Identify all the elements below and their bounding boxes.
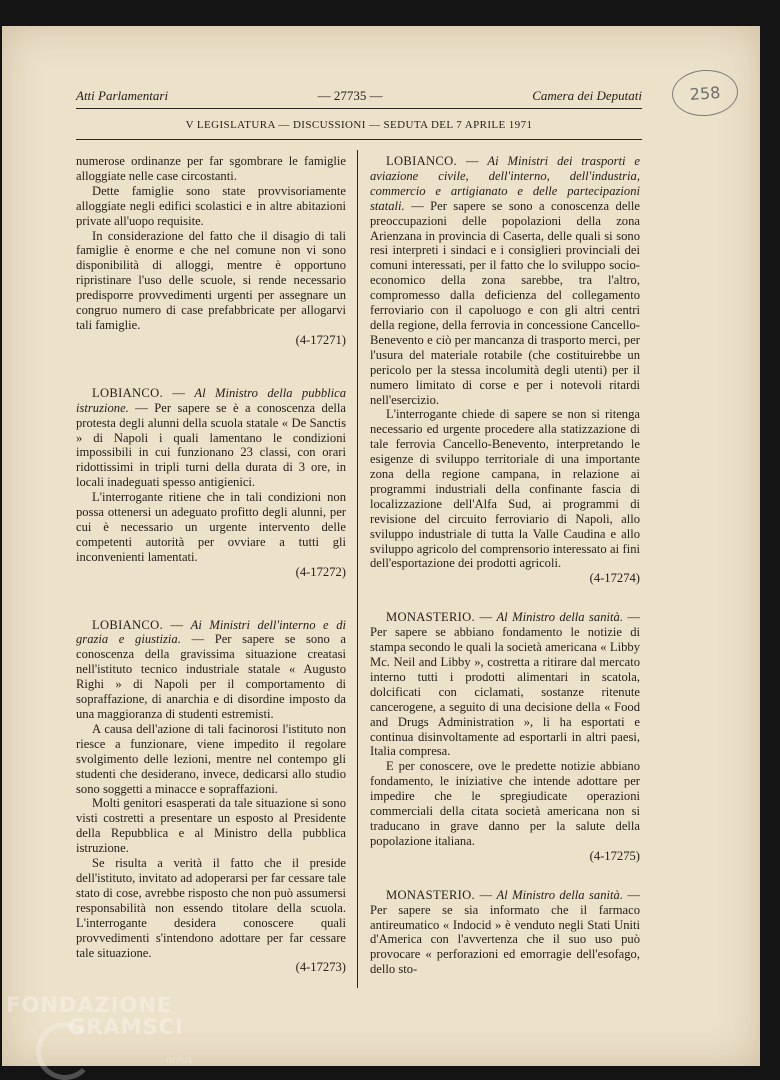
column-divider: [357, 150, 358, 988]
header-left: Atti Parlamentari: [76, 88, 169, 103]
paragraph-intro: LOBIANCO. — Ai Ministri dell'interno e di grazia e giustizia. — Per sapere se sono a conoscenza della gravissima situazione creatasi nell'istituto tecnico industriale statale « Augusto Righi » di Napoli per il comportamento di sopraffazione, di anarchia e di disordine imposto da una maggioranza di studenti estremisti.: [76, 617, 347, 721]
paragraph-text: Per sapere se sono a conoscenza delle preoccupazioni delle popolazioni della zona Arienzana in provincia di Caserta, delle quali si sono resi interpreti i sindaci e i consiglieri provinciali dei comuni interessati, per il fatto che lo sviluppo socio-economico della zona sarebbe, tra l'altro, compromesso dalla deficienza del collegamento ferroviario con il capoluogo e con gli altri centri della regione, della ferrovia in concessione Cancello-Benevento e ciò per mancanza di trasporto merci, per l'usura del materiale rotabile (che costituirebbe un pericolo per la stessa incolumità degli utenti) per il numero limitato di corse e per i notevoli ritardi nell'esercizio.: [370, 198, 640, 407]
interrogation-entry: [370, 610, 640, 863]
addressee: Ai Ministri dei trasporti e aviazione civile, dell'interno, dell'industria, commercio e artigianato e delle partecipazioni statali.: [370, 154, 641, 213]
addressee: Al Ministro della pubblica istruzione.: [76, 385, 347, 415]
interrogation-reference: (4-17271): [295, 332, 346, 347]
deputy-name: MONASTERIO.: [386, 887, 476, 902]
watermark-line1: FONDAZIONE: [6, 993, 173, 1017]
deputy-name: LOBIANCO.: [92, 617, 163, 632]
watermark-line3: onlus: [166, 1055, 193, 1066]
paragraph-intro: MONASTERIO. — Al Ministro della sanità. — Per sapere se abbiano fondamento le notizie di stampa secondo le quali la società americana « Libby Mc. Neil and Libby », costretta a ritirare dal mercato interno tutti i prodotti alimentari in scatola, dolcificati con ciclamati, sostanze ritenute cancerogene, a seguito di una decisione della « Food and Drugs Administration », li ha esportati e continua disinvoltamente ad esportarli in altri paesi, Italia compresa.: [370, 610, 641, 759]
entry-continued: [76, 154, 346, 348]
paragraph: Dette famiglie sono state provvisoriamente alloggiate negli edifici scolastici e in altre abitazioni private all'uopo requisite.: [76, 183, 346, 228]
header-rule-bottom: [76, 139, 642, 140]
paragraph-intro: LOBIANCO. — Ai Ministri dei trasporti e aviazione civile, dell'interno, dell'industria, commercio e artigianato e delle partecipazioni statali. — Per sapere se sono a conoscenza delle preoccupazioni delle popolazioni della zona Arienzana in provincia di Caserta, delle quali si sono resi interpreti i sindaci e i consiglieri provinciali dei comuni interessati, per il fatto che lo sviluppo socio-economico della zona sarebbe, tra l'altro, compromesso dalla deficienza del collegamento ferroviario con il capoluogo e con gli altri centri della regione, della ferrovia in concessione Cancello-Benevento e ciò per mancanza di trasporto merci, per l'usura del materiale rotabile (che costituirebbe un pericolo per la stessa incolumità degli utenti) per il numero limitato di corse e per i notevoli ritardi nell'esercizio.: [370, 154, 641, 407]
deputy-name: MONASTERIO.: [386, 610, 476, 625]
interrogation-entry: [370, 154, 640, 586]
watermark-line2: GRAMSCI: [68, 1015, 184, 1039]
paragraph-text: Per sapere se sia informato che il farmaco antireumatico « Indocid » è venduto negli Stati Uniti d'America con l'avvertenza che il suo uso può provocare « perforazioni ed emorragie dell'esofago, dello sto-: [370, 902, 640, 977]
session-subheader: V LEGISLATURA — DISCUSSIONI — SEDUTA DEL 7 APRILE 1971: [185, 119, 533, 131]
addressee: Ai Ministri dell'interno e di grazia e giustizia.: [76, 617, 346, 647]
paragraph: L'interrogante ritiene che in tali condizioni non possa ottenersi un adeguato profitto degli alunni, per cui è necessario un urgente intervento delle competenti autorità per ovviare a tutti gli inconvenienti lamentati.: [76, 490, 346, 564]
interrogation-reference: (4-17272): [295, 564, 346, 579]
paragraph-intro: LOBIANCO. — Al Ministro della pubblica istruzione. — Per sapere se è a conoscenza della protesta degli alunni della scuola statale « De Sanctis » di Napoli i quali lamentano le condizioni impossibili in cui funzionano 23 classi, con orari ridottissimi in tripli turni della durata di 3 ore, in locali inadeguati spesso antigienici.: [76, 385, 347, 490]
paragraph-text: Per sapere se è a conoscenza della protesta degli alunni della scuola statale « De Sanctis » di Napoli i quali lamentano le condizioni impossibili in cui funzionano 23 classi, con orari ridottissimi in tripli turni della durata di 3 ore, in locali inadeguati spesso antigienici.: [76, 400, 346, 490]
paragraph: numerose ordinanze per far sgombrare le famiglie alloggiate nelle case circostanti.: [76, 154, 346, 183]
paragraph-intro: MONASTERIO. — Al Ministro della sanità. — Per sapere se sia informato che il farmaco antireumatico « Indocid » è venduto negli Stati Uniti d'America con l'avvertenza che il suo uso può provocare « perforazioni ed emorragie dell'esofago, dello sto-: [370, 887, 641, 977]
handwritten-page-number: 258: [670, 68, 739, 118]
paragraph-text: Per sapere se sono a conoscenza della gravissima situazione creatasi nell'istituto tecnico industriale statale « Augusto Righi » di Napoli per il comportamento di sopraffazione, di anarchia e di disordine imposto da una maggioranza di studenti estremisti.: [76, 632, 347, 721]
paragraph: In considerazione del fatto che il disagio di tali famiglie è enorme e che nel comune non vi sono disponibilità di alloggi, mentre è opportuno ripristinare l'uso delle scuole, si rende necessario predisporre provvedimenti urgenti per assegnare un congruo numero di case prefabbricate per allogarvi tali famiglie.: [76, 228, 346, 332]
running-header: [76, 88, 642, 104]
addressee: Al Ministro della sanità.: [496, 887, 623, 902]
paragraph: Molti genitori esasperati da tale situazione si sono visti costretti a presentare un esposto al Presidente della Repubblica e al Ministro della pubblica istruzione.: [76, 796, 346, 856]
watermark: [6, 993, 193, 1066]
interrogation-entry: [370, 888, 640, 977]
interrogation-reference: (4-17275): [589, 848, 640, 863]
interrogation-reference: (4-17273): [295, 960, 346, 975]
deputy-name: LOBIANCO.: [386, 154, 457, 168]
header-page-number: — 27735 —: [317, 88, 383, 103]
paragraph-text: Per sapere se abbiano fondamento le notizie di stampa secondo le quali la società americana « Libby Mc. Neil and Libby », costretta a ritirare dal mercato interno tutti i prodotti alimentari in scatola, dolcificati con ciclamati, sostanze ritenute cancerogene, a seguito di una decisione della « Food and Drugs Administration », li ha esportati e continua disinvoltamente ad esportarli in altri paesi, Italia compresa.: [370, 625, 640, 759]
interrogation-entry: [76, 386, 346, 580]
right-column: [370, 154, 640, 977]
paragraph: Se risulta a verità il fatto che il preside dell'istituto, invitato ad adoperarsi per far cessare tale stato di cose, avrebbe risposto che non può assumersi responsabilità non essendo titolare della scuola. L'interrogante desidera conoscere quali provvedimenti s'intendono adottare per far cessare tale situazione.: [76, 856, 346, 960]
interrogation-reference: (4-17274): [589, 571, 640, 586]
addressee: Al Ministro della sanità.: [496, 610, 623, 625]
deputy-name: LOBIANCO.: [92, 385, 163, 400]
paragraph: L'interrogante chiede di sapere se non si ritenga necessario ed urgente procedere alla statizzazione di tale ferrovia Cancello-Benevento, interpretando le esigenze di sviluppo territoriale di una importante zona della regione campana, in relazione ai programmi industriali della confinante fascia di localizzazione dell'Alfa Sud, ai programmi di revisione del circuito ferroviario di Napoli, allo sviluppo industriale di tutta la Valle Caudina e allo sviluppo agricolo del comprensorio interessato ai fini dell'esportazione dei prodotti agricoli.: [370, 407, 640, 571]
header-rule-top: [76, 108, 642, 109]
interrogation-entry: [76, 618, 346, 976]
left-column: [76, 154, 346, 975]
paragraph: A causa dell'azione di tali facinorosi l'istituto non riesce a funzionare, viene impedito il regolare svolgimento delle lezioni, mentre nel contempo gli studenti che desiderano, invece, dedicarsi allo studio sono soggetti a minacce e sopraffazioni.: [76, 721, 346, 796]
header-right: Camera dei Deputati: [532, 88, 642, 103]
paragraph: E per conoscere, ove le predette notizie abbiano fondamento, le iniziative che intende adottare per impedire che le spregiudicate operazioni commerciali della citata società americana non si traducano in grave danno per la salute della popolazione italiana.: [370, 759, 640, 848]
